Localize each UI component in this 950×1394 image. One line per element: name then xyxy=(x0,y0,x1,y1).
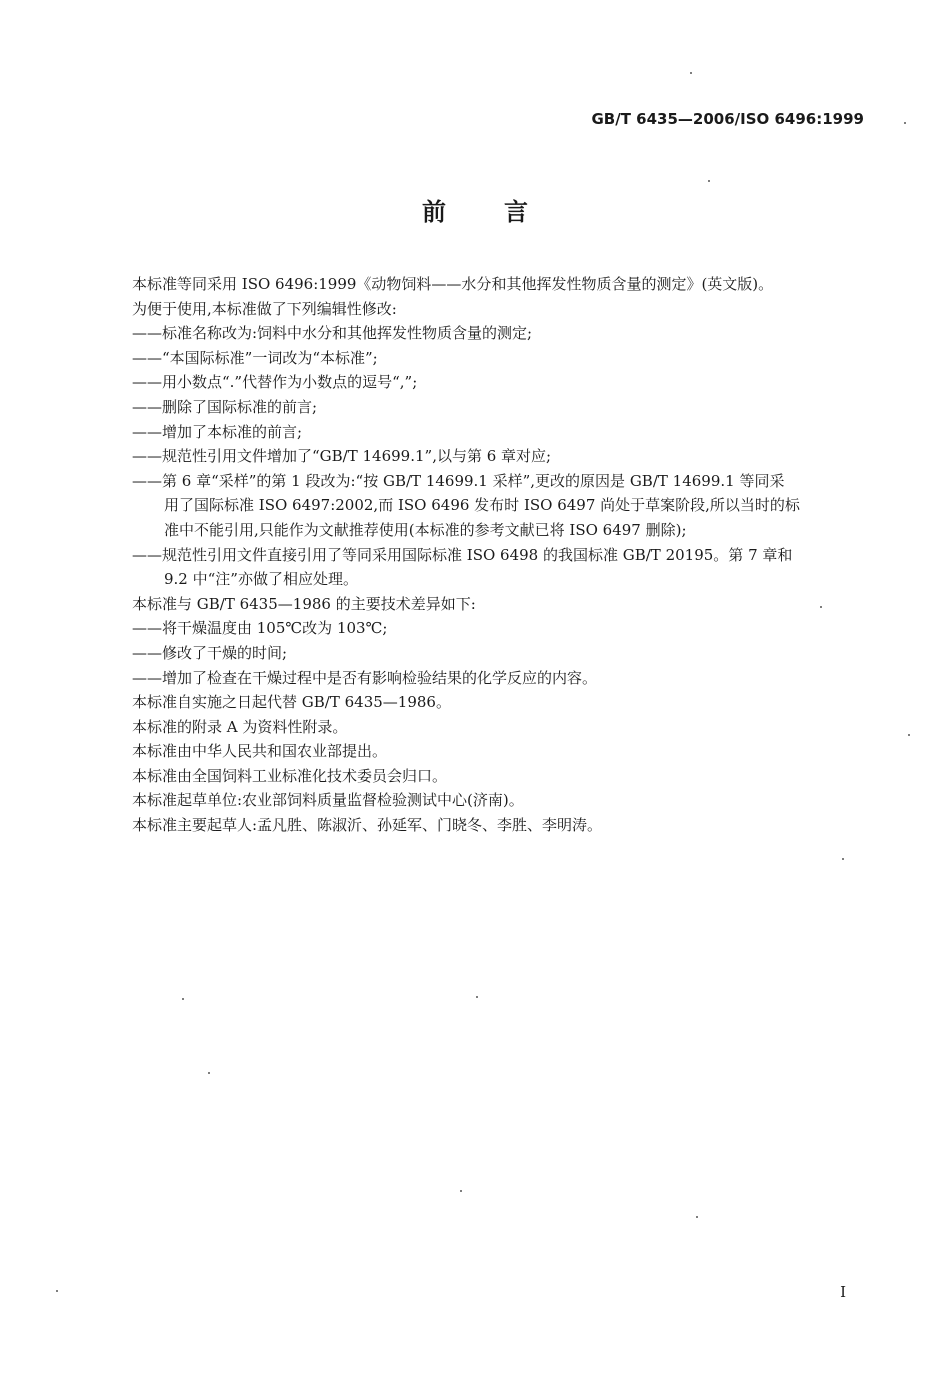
scan-speck xyxy=(208,1072,210,1074)
scan-speck xyxy=(904,122,906,124)
foreword-body xyxy=(132,272,867,838)
paragraph-diff-intro: 本标准与 GB/T 6435—1986 的主要技术差异如下: xyxy=(132,594,476,613)
paragraph-drafting-unit: 本标准起草单位:农业部饲料质量监督检验测试中心(济南)。 xyxy=(132,791,524,810)
scan-speck xyxy=(696,1216,698,1218)
scan-speck xyxy=(476,996,478,998)
standard-number-header: GB/T 6435—2006/ISO 6496:1999 xyxy=(591,110,864,128)
scan-speck xyxy=(460,1190,462,1192)
paragraph-adoption: 本标准等同采用 ISO 6496:1999《动物饲料——水分和其他挥发性物质含量的测定》(英文版)。 xyxy=(132,275,774,293)
edit-item-line: ——标准名称改为:饲料中水分和其他挥发性物质含量的测定; xyxy=(132,324,533,343)
scan-speck xyxy=(56,1290,58,1292)
edit-item xyxy=(132,444,867,469)
scan-speck xyxy=(690,72,692,74)
edit-item-continuation: 准中不能引用,只能作为文献推荐使用(本标准的参考文献已将 ISO 6497 删除); xyxy=(164,520,687,539)
diff-item: ——修改了干燥的时间; xyxy=(132,643,288,662)
edit-item-line: ——“本国际标准”一词改为“本标准”; xyxy=(132,348,378,367)
page-title: 前言 xyxy=(422,198,586,226)
paragraph-proposer: 本标准由中华人民共和国农业部提出。 xyxy=(132,742,388,761)
edit-item xyxy=(132,543,867,592)
edit-item-line: ——规范性引用文件直接引用了等同采用国际标准 ISO 6498 的我国标准 GB/T 20195。第 7 章和 xyxy=(132,545,793,564)
scan-speck xyxy=(708,180,710,182)
edit-item xyxy=(132,420,867,445)
scan-speck xyxy=(908,734,910,736)
edit-item-line: ——规范性引用文件增加了“GB/T 14699.1”,以与第 6 章对应; xyxy=(132,447,552,466)
paragraph-drafters: 本标准主要起草人:孟凡胜、陈淑沂、孙延军、门晓冬、李胜、李明涛。 xyxy=(132,816,603,835)
edit-item-line: ——用小数点“.”代替作为小数点的逗号“,”; xyxy=(132,373,418,392)
page-number: I xyxy=(840,1283,846,1301)
edit-item-line: ——第 6 章“采样”的第 1 段改为:“按 GB/T 14699.1 采样”,更改的原因是 GB/T 14699.1 等同采 xyxy=(132,471,785,490)
scan-speck xyxy=(842,858,844,860)
scan-speck xyxy=(182,998,184,1000)
edit-item xyxy=(132,321,867,346)
edit-item xyxy=(132,346,867,371)
paragraph-annex: 本标准的附录 A 为资料性附录。 xyxy=(132,717,348,736)
paragraph-replaces: 本标准自实施之日起代替 GB/T 6435—1986。 xyxy=(132,693,451,712)
edit-item-line: ——删除了国际标准的前言; xyxy=(132,397,318,416)
edit-item xyxy=(132,469,867,543)
paragraph-edit-intro: 为便于使用,本标准做了下列编辑性修改: xyxy=(132,299,397,318)
diff-item: ——将干燥温度由 105℃改为 103℃; xyxy=(132,619,388,638)
diff-item: ——增加了检查在干燥过程中是否有影响检验结果的化学反应的内容。 xyxy=(132,668,598,687)
edit-item xyxy=(132,395,867,420)
edit-item xyxy=(132,370,867,395)
edit-item-line: ——增加了本标准的前言; xyxy=(132,422,303,441)
scan-speck xyxy=(820,606,822,608)
edit-item-continuation: 用了国际标准 ISO 6497:2002,而 ISO 6496 发布时 ISO 6497 尚处于草案阶段,所以当时的标 xyxy=(164,496,800,515)
edit-item-continuation: 9.2 中“注”亦做了相应处理。 xyxy=(164,570,358,589)
paragraph-committee: 本标准由全国饲料工业标准化技术委员会归口。 xyxy=(132,766,448,785)
